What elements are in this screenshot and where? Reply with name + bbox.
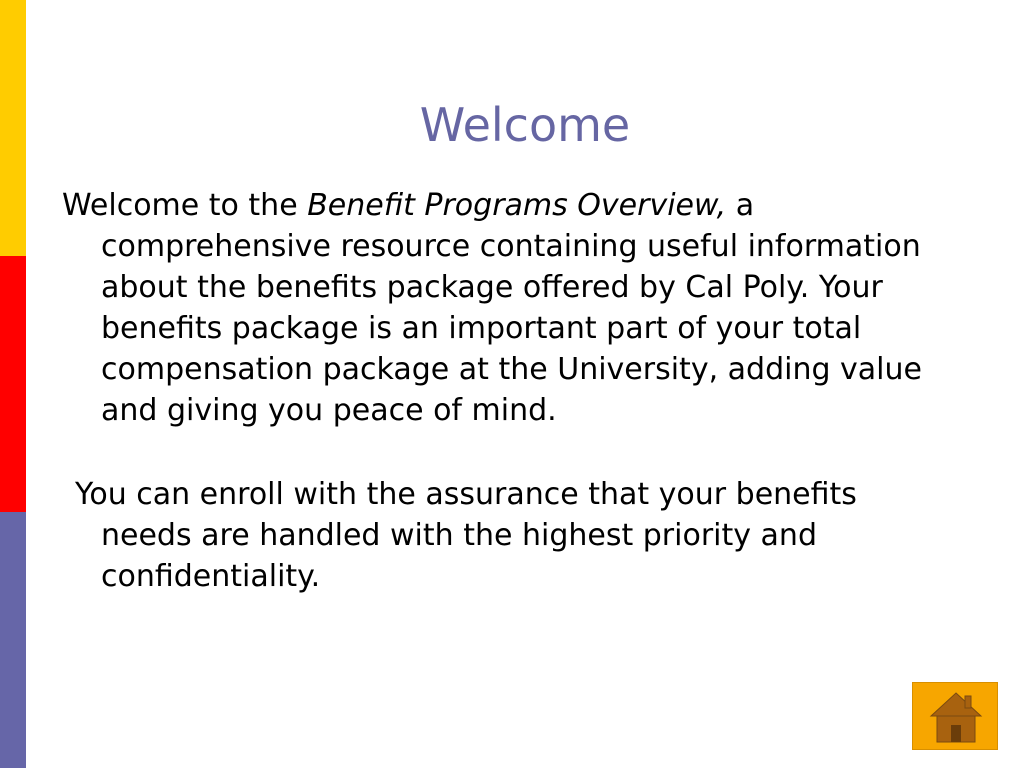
welcome-rest-text: a comprehensive resource containing useful information about the benefits package offered by Cal Poly. Your benefits package is an important part of your total compensation package at the University, adding value and giving you peace of mind. [101,188,922,428]
accent-stripe-blue [0,512,26,768]
slide-title: Welcome [419,98,631,152]
accent-stripe-red [0,256,26,512]
enroll-paragraph: You can enroll with the assurance that your benefits needs are handled with the highest priority and confidentiality. [75,477,857,594]
accent-stripe-yellow [0,0,26,256]
welcome-paragraph [62,185,942,431]
program-title-text: Benefit Programs Overview, [307,188,727,223]
home-button[interactable] [912,682,998,750]
home-icon [928,690,984,744]
slide-body [62,185,942,597]
welcome-lead-text: Welcome to the [62,188,308,223]
